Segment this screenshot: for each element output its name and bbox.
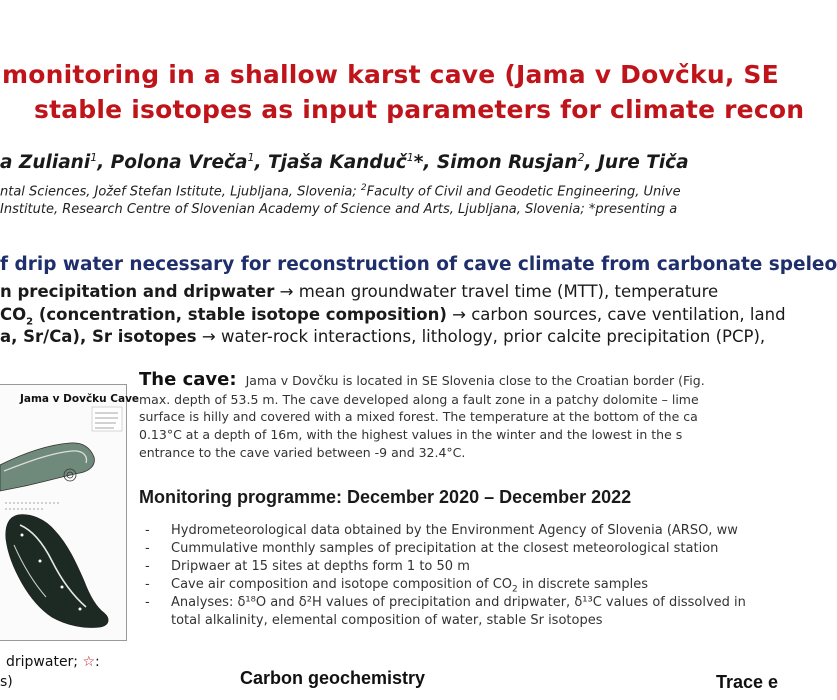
affil-marker: 2	[360, 183, 367, 193]
subscript: 2	[512, 584, 518, 595]
list-item-text: Cummulative monthly samples of precipitation at the closest meteorological station	[171, 541, 719, 556]
map-caption-text: dripwater;	[6, 654, 83, 670]
poster-title-line1: monitoring in a shallow karst cave (Jama v Dovčku, SE	[2, 60, 779, 89]
monitoring-heading: Monitoring programme: December 2020 – December 2022	[139, 487, 632, 507]
cave-map-figure	[0, 384, 140, 641]
map-caption-line2: s)	[0, 674, 13, 690]
intro-row-1-topic: n precipitation and dripwater	[0, 282, 275, 301]
arrow-icon: →	[274, 282, 299, 301]
cave-text-line1: Jama v Dovčku is located in SE Slovenia close to the Croatian border (Fig.	[245, 373, 705, 388]
affil-marker: 2	[577, 151, 585, 164]
intro-heading: f drip water necessary for reconstruction of cave climate from carbonate speleo	[0, 254, 837, 275]
map-caption-colon: :	[95, 654, 100, 670]
intro-row-2-topic-rest: (concentration, stable isotope composition)	[33, 305, 447, 324]
cave-text-line5: entrance to the cave varied between -9 and 32.4°C.	[139, 445, 466, 460]
intro-row-3-text: water-rock interactions, lithology, prior calcite precipitation (PCP),	[220, 327, 766, 346]
star-icon: ☆	[82, 654, 96, 670]
arrow-icon: →	[196, 327, 221, 346]
list-item-text: total alkalinity, elemental composition of water, stable Sr isotopes	[171, 613, 603, 628]
author-kanduc: , Tjaša Kanduč	[254, 152, 407, 174]
list-bullet: -	[145, 559, 150, 574]
list-bullet: -	[145, 577, 150, 592]
intro-row-2-topic: CO	[0, 305, 27, 324]
cave-map-drawing	[0, 385, 126, 640]
intro-row-1-text: mean groundwater travel time (MTT), temperature	[298, 282, 719, 301]
list-bullet: -	[145, 523, 150, 538]
intro-row-3	[0, 327, 765, 346]
list-item-text: Dripwaer at 15 sites at depths form 1 to 50 m	[171, 559, 470, 574]
intro-row-3-topic: a, Sr/Ca), Sr isotopes	[0, 327, 197, 346]
affiliation-line2: Institute, Research Centre of Slovenian Academy of Science and Arts, Ljubljana, Slovenia; *presenting a	[0, 202, 678, 217]
list-item-text-main: Cave air composition and isotope composition of CO	[171, 577, 513, 592]
cave-text-line2: max. depth of 53.5 m. The cave developed along a fault zone in a patchy dolomite – lime	[139, 392, 699, 407]
affiliation-jsi: ntal Sciences, Jožef Stefan Istitute, Ljubljana, Slovenia;	[0, 184, 361, 200]
intro-row-2-text: carbon sources, cave ventilation, land	[471, 305, 786, 324]
map-caption-line1	[6, 654, 100, 670]
affiliation-fgg: Faculty of Civil and Geodetic Engineering, Unive	[366, 184, 681, 200]
list-bullet: -	[145, 541, 150, 556]
poster-title-line2: stable isotopes as input parameters for climate recon	[34, 95, 805, 124]
intro-row-2	[0, 305, 786, 327]
list-item-text: Analyses: δ¹⁸O and δ²H values of precipitation and dripwater, δ¹³C values of dissolved in	[171, 595, 746, 610]
carbon-geochemistry-heading: Carbon geochemistry	[240, 668, 426, 688]
affiliation-line1	[0, 183, 681, 199]
affil-marker: 1	[90, 151, 98, 164]
affil-marker: 1	[247, 151, 255, 164]
presenting-author-marker: *	[413, 152, 424, 174]
list-bullet: -	[145, 595, 150, 610]
author-tica: , Jure Tiča	[584, 152, 689, 174]
intro-row-1	[0, 282, 718, 301]
list-item-text: Hydrometeorological data obtained by the Environment Agency of Slovenia (ARSO, ww	[171, 523, 738, 538]
arrow-icon: →	[446, 305, 472, 324]
cave-heading: The cave:	[139, 369, 237, 390]
list-item-text	[171, 577, 648, 595]
list-item-text-tail: in discrete samples	[517, 577, 649, 592]
authors-line	[0, 151, 689, 173]
author-zuliani: a Zuliani	[0, 152, 91, 174]
cave-map-title: Jama v Dovčku Cave	[20, 393, 140, 405]
author-rusjan: , Simon Rusjan	[423, 152, 578, 174]
subscript: 2	[26, 316, 34, 328]
cave-text-line4: 0.13°C at a depth of 16m, with the highest values in the winter and the lowest in the s	[139, 427, 683, 442]
monitoring-list	[145, 523, 785, 633]
cave-text-line3: surface is hilly and covered with a mixed forest. The temperature at the bottom of the ca	[139, 409, 698, 424]
trace-elements-heading: Trace e	[716, 672, 779, 692]
affil-marker: 1	[406, 151, 414, 164]
author-vreca: , Polona Vreča	[97, 152, 248, 174]
